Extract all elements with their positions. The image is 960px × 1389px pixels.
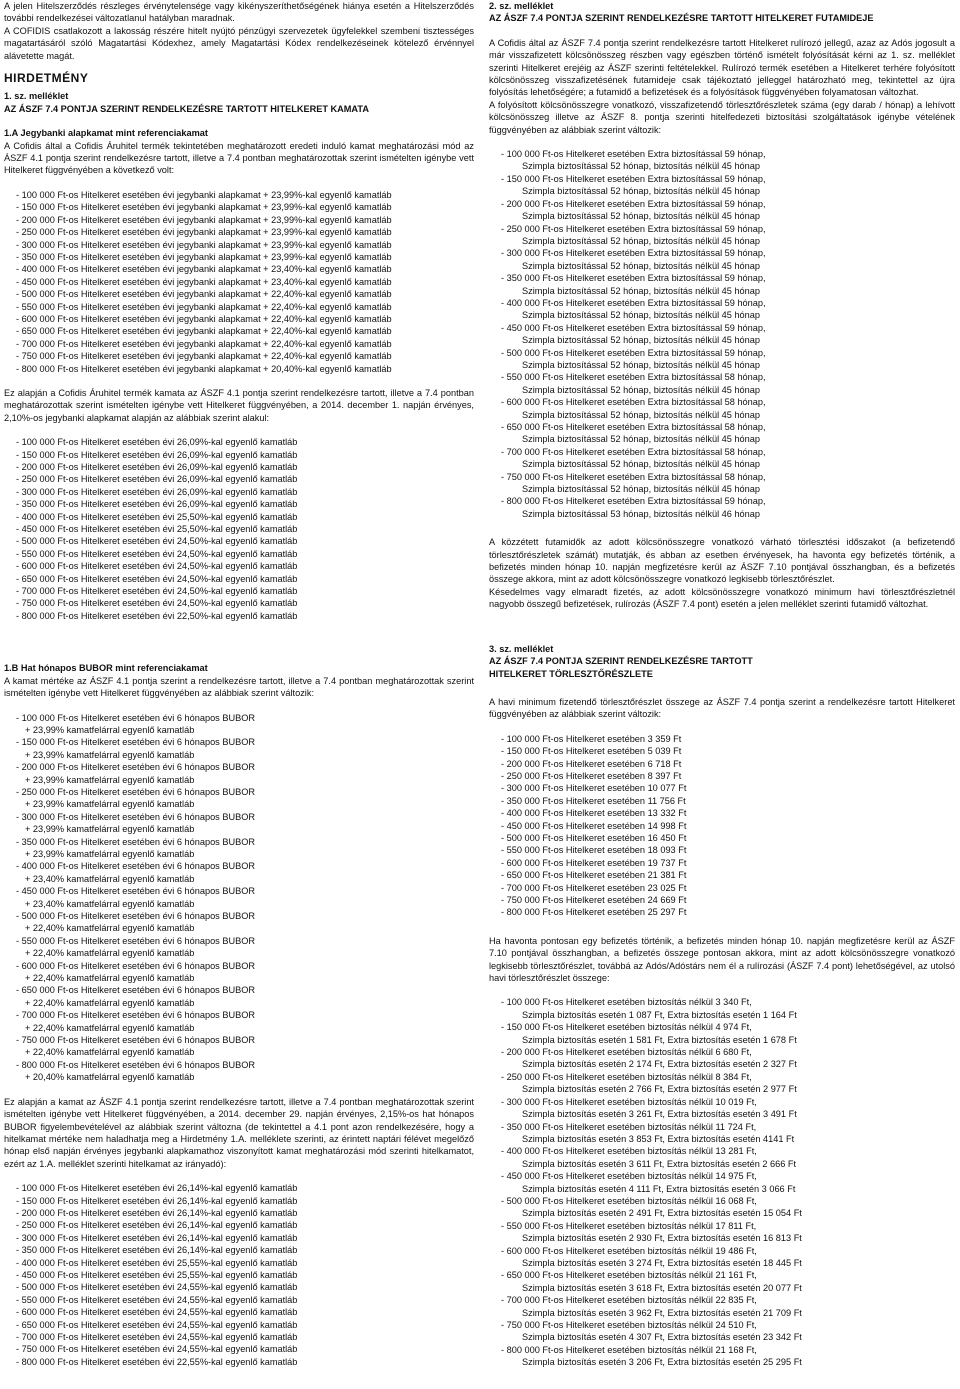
intro-paragraph-1: A jelen Hitelszerződés részleges érvénytelensége vagy kikényszeríthetőségének hiánya esetén a Hitelszerződés további rendelkezései változatlanul hatályban maradnak. bbox=[4, 1, 474, 24]
list-item-line-1: - 500 000 Ft-os Hitelkeret esetében évi 6 hónapos BUBOR bbox=[16, 911, 256, 921]
list-item: - 150 000 Ft-os Hitelkeret esetében évi 26,09%-kal egyenlő kamatláb bbox=[16, 449, 298, 460]
list-item bbox=[501, 1344, 955, 1369]
list-item: - 500 000 Ft-os Hitelkeret esetében évi 24,55%-kal egyenlő kamatláb bbox=[16, 1282, 298, 1293]
section-1a-rates-list bbox=[4, 436, 474, 622]
list-item bbox=[501, 446, 955, 471]
list-item-line-1: - 800 000 Ft-os Hitelkeret esetében biztosítás nélkül 21 168 Ft, bbox=[501, 1344, 757, 1355]
list-item: - 550 000 Ft-os Hitelkeret esetében 18 093 Ft bbox=[501, 845, 687, 856]
list-item-line-1: - 450 000 Ft-os Hitelkeret esetében Extra biztosítással 59 hónap, bbox=[501, 322, 766, 333]
annex3-title: 3. sz. melléklet bbox=[489, 643, 554, 654]
list-item-line-2: Szimpla biztosítás esetén 3 962 Ft, Extra biztosítás esetén 21 709 Ft bbox=[522, 1307, 802, 1318]
list-item-line-2: + 23,40% kamatfelárral egyenlő kamatláb bbox=[25, 873, 195, 884]
list-item-line-1: - 650 000 Ft-os Hitelkeret esetében évi 6 hónapos BUBOR bbox=[16, 985, 256, 996]
list-item: - 650 000 Ft-os Hitelkeret esetében évi jegybanki alapkamat + 22,40%-kal egyenlő kamatláb bbox=[16, 326, 392, 337]
section-1a-mid: Ez alapján a Cofidis Áruhitel termék kamata az ÁSZF 4.1 pontja szerint rendelkezésre tartott, illetve a 7.4 pontban meghatározottak szerint ismételten igénybe vett Hitelkeret függvényében, a 2014. december 1. napján érvényes, 2,10%-os jegybanki alapkamat alapján az alábbiak szerint alakul: bbox=[4, 387, 474, 423]
list-item-line-2: + 22,40% kamatfelárral egyenlő kamatláb bbox=[25, 948, 195, 959]
list-item: - 450 000 Ft-os Hitelkeret esetében évi jegybanki alapkamat + 23,40%-kal egyenlő kamatláb bbox=[16, 276, 392, 287]
list-item: - 250 000 Ft-os Hitelkeret esetében évi jegybanki alapkamat + 23,99%-kal egyenlő kamatláb bbox=[16, 227, 392, 238]
list-item: - 200 000 Ft-os Hitelkeret esetében 6 718 Ft bbox=[501, 758, 682, 769]
list-item bbox=[501, 223, 955, 248]
list-item: - 100 000 Ft-os Hitelkeret esetében évi 26,14%-kal egyenlő kamatláb bbox=[16, 1183, 298, 1194]
list-item-line-1: - 700 000 Ft-os Hitelkeret esetében Extra biztosítással 58 hónap, bbox=[501, 446, 766, 457]
list-item: - 800 000 Ft-os Hitelkeret esetében évi 22,50%-kal egyenlő kamatláb bbox=[16, 610, 298, 621]
list-item: - 250 000 Ft-os Hitelkeret esetében 8 397 Ft bbox=[501, 770, 682, 781]
list-item bbox=[16, 836, 474, 861]
list-item bbox=[501, 471, 955, 496]
list-item-line-2: + 23,40% kamatfelárral egyenlő kamatláb bbox=[25, 898, 195, 909]
list-item: - 100 000 Ft-os Hitelkeret esetében 3 359 Ft bbox=[501, 733, 682, 744]
list-item-line-1: - 400 000 Ft-os Hitelkeret esetében évi 6 hónapos BUBOR bbox=[16, 861, 256, 872]
list-item-line-2: Szimpla biztosítással 52 hónap, biztosítás nélkül 45 hónap bbox=[522, 235, 761, 246]
list-item bbox=[16, 984, 474, 1009]
list-item bbox=[501, 495, 955, 520]
section-1b-list bbox=[4, 712, 474, 1084]
list-item-line-2: + 23,99% kamatfelárral egyenlő kamatláb bbox=[25, 848, 195, 859]
list-item: - 800 000 Ft-os Hitelkeret esetében 25 297 Ft bbox=[501, 907, 687, 918]
list-item-line-2: Szimpla biztosítással 52 hónap, biztosítás nélkül 45 hónap bbox=[522, 211, 761, 222]
list-item bbox=[501, 1021, 955, 1046]
list-item-line-2: Szimpla biztosítás esetén 1 581 Ft, Extra biztosítás esetén 1 678 Ft bbox=[522, 1034, 797, 1045]
section-1a-list bbox=[4, 189, 474, 375]
list-item bbox=[16, 811, 474, 836]
list-item bbox=[501, 996, 955, 1021]
list-item-line-2: + 23,99% kamatfelárral egyenlő kamatláb bbox=[25, 824, 195, 835]
list-item-line-2: + 23,99% kamatfelárral egyenlő kamatláb bbox=[25, 799, 195, 810]
list-item-line-2: + 23,99% kamatfelárral egyenlő kamatláb bbox=[25, 724, 195, 735]
section-1b-rates-list bbox=[4, 1182, 474, 1368]
list-item bbox=[16, 712, 474, 737]
list-item-line-1: - 550 000 Ft-os Hitelkeret esetében Extra biztosítással 58 hónap, bbox=[501, 372, 766, 383]
list-item: - 300 000 Ft-os Hitelkeret esetében évi 26,14%-kal egyenlő kamatláb bbox=[16, 1232, 298, 1243]
list-item bbox=[501, 173, 955, 198]
annex2-intro-2: A folyósított kölcsönösszegre vonatkozó, visszafizetendő törlesztőrészletek száma (egy darab / hónap) a lehívott kölcsönösszeg illetve az ÁSZF 8. pontja szerinti hitelfedezeti biztosítási szolgáltatások igénybe vételének függvényében az alábbiak szerint változik: bbox=[489, 99, 955, 135]
list-item-line-2: Szimpla biztosítással 53 hónap, biztosítás nélkül 46 hónap bbox=[522, 508, 761, 519]
section-1b-title: 1.B Hat hónapos BUBOR mint referenciakamat bbox=[4, 663, 208, 674]
list-item-line-2: Szimpla biztosítással 52 hónap, biztosítás nélkül 45 hónap bbox=[522, 161, 761, 172]
list-item-line-1: - 200 000 Ft-os Hitelkeret esetében évi 6 hónapos BUBOR bbox=[16, 762, 256, 773]
list-item: - 600 000 Ft-os Hitelkeret esetében évi 24,55%-kal egyenlő kamatláb bbox=[16, 1307, 298, 1318]
list-item-line-2: Szimpla biztosítás esetén 3 274 Ft, Extra biztosítás esetén 18 445 Ft bbox=[522, 1257, 802, 1268]
left-column bbox=[4, 0, 474, 1368]
list-item-line-2: Szimpla biztosítással 52 hónap, biztosítás nélkül 45 hónap bbox=[522, 409, 761, 420]
list-item: - 500 000 Ft-os Hitelkeret esetében évi 24,50%-kal egyenlő kamatláb bbox=[16, 536, 298, 547]
list-item-line-2: Szimpla biztosítással 52 hónap, biztosítás nélkül 45 hónap bbox=[522, 384, 761, 395]
list-item-line-1: - 150 000 Ft-os Hitelkeret esetében biztosítás nélkül 4 974 Ft, bbox=[501, 1022, 752, 1033]
list-item-line-1: - 800 000 Ft-os Hitelkeret esetében évi 6 hónapos BUBOR bbox=[16, 1059, 256, 1070]
list-item: - 600 000 Ft-os Hitelkeret esetében évi 24,50%-kal egyenlő kamatláb bbox=[16, 561, 298, 572]
list-item bbox=[501, 1269, 955, 1294]
list-item bbox=[501, 1319, 955, 1344]
list-item: - 250 000 Ft-os Hitelkeret esetében évi 26,09%-kal egyenlő kamatláb bbox=[16, 474, 298, 485]
annex2-subtitle: AZ ÁSZF 7.4 PONTJA SZERINT RENDELKEZÉSRE TARTOTT HITELKERET FUTAMIDEJE bbox=[489, 13, 874, 24]
list-item: - 700 000 Ft-os Hitelkeret esetében évi 24,55%-kal egyenlő kamatláb bbox=[16, 1332, 298, 1342]
list-item: - 200 000 Ft-os Hitelkeret esetében évi 26,09%-kal egyenlő kamatláb bbox=[16, 462, 298, 472]
list-item bbox=[501, 198, 955, 223]
list-item: - 400 000 Ft-os Hitelkeret esetében évi 25,55%-kal egyenlő kamatláb bbox=[16, 1257, 298, 1268]
list-item-line-2: Szimpla biztosítás esetén 2 766 Ft, Extra biztosítás esetén 2 977 Ft bbox=[522, 1084, 797, 1095]
annex3-last-installment-list bbox=[489, 996, 955, 1368]
list-item bbox=[501, 396, 955, 421]
list-item bbox=[501, 272, 955, 297]
annex3-paragraph: Ha havonta pontosan egy befizetés történik, a befizetés minden hónap 10. napján megfizetésre kerül az ÁSZF 7.10 pontjával összhangban, a befizetés összege pontosan akkora, mint az adott kölcsönösszegre vonatkozó legkisebb törlesztőrészlet, továbbá az Adós/Adóstárs nem él a rulírozási (ÁSZF 7.4 pont) lehetőségével, az utolsó havi törlesztőrészlet összege: bbox=[489, 935, 955, 984]
list-item-line-1: - 750 000 Ft-os Hitelkeret esetében évi 6 hónapos BUBOR bbox=[16, 1035, 256, 1046]
section-1b-mid: Ez alapján a kamat az ÁSZF 4.1 pontja szerint rendelkezésre tartott, illetve a 7.4 pontban meghatározottak szerint ismételten igénybe vett Hitelkeret függvényében, a 2014. december 29. napján érvényes, 2,15%-os hat hónapos BUBOR figyelembevételével az alábbiak szerint változna (de tekintettel a 4.1 pont azon rendelkezésére, hogy a hitelkamat mértéke nem haladhatja meg a Hirdetmény 1.A. melléklete szerinti, az érintett naptári félévet megelőző hónap első napján érvényes jegybanki alapkamathoz viszonyított kamat meghatározási mód szerinti hitelkamatot, ezért az 1.A. melléklet szerinti hitelkamat az irányadó): bbox=[4, 1096, 474, 1169]
list-item: - 450 000 Ft-os Hitelkeret esetében évi 25,55%-kal egyenlő kamatláb bbox=[16, 1269, 298, 1280]
list-item-line-2: Szimpla biztosítás esetén 2 491 Ft, Extra biztosítás esetén 15 054 Ft bbox=[522, 1208, 802, 1219]
list-item-line-1: - 100 000 Ft-os Hitelkeret esetében biztosítás nélkül 3 340 Ft, bbox=[501, 997, 752, 1008]
list-item-line-1: - 100 000 Ft-os Hitelkeret esetében Extra biztosítással 59 hónap, bbox=[501, 149, 766, 160]
list-item bbox=[16, 935, 474, 960]
list-item: - 750 000 Ft-os Hitelkeret esetében 24 669 Ft bbox=[501, 895, 687, 905]
list-item-line-1: - 350 000 Ft-os Hitelkeret esetében évi 6 hónapos BUBOR bbox=[16, 836, 256, 847]
list-item bbox=[16, 885, 474, 910]
list-item-line-2: + 22,40% kamatfelárral egyenlő kamatláb bbox=[25, 1047, 195, 1058]
list-item-line-1: - 600 000 Ft-os Hitelkeret esetében évi 6 hónapos BUBOR bbox=[16, 960, 256, 971]
list-item-line-2: Szimpla biztosítás esetén 4 307 Ft, Extra biztosítás esetén 23 342 Ft bbox=[522, 1332, 802, 1343]
list-item: - 600 000 Ft-os Hitelkeret esetében 19 737 Ft bbox=[501, 857, 687, 868]
list-item bbox=[501, 1071, 955, 1096]
intro-paragraph-2: A COFIDIS csatlakozott a lakosság részére hitelt nyújtó pénzügyi szervezetek ügyfelekkel szembeni tisztességes magatartásáról szóló Magatartási Kódexhez, amely Magatartási Kódex rendelkezéseinek kötelező érvénnyel alávetette magát. bbox=[4, 25, 474, 61]
list-item: - 350 000 Ft-os Hitelkeret esetében évi 26,09%-kal egyenlő kamatláb bbox=[16, 499, 298, 510]
list-item: - 450 000 Ft-os Hitelkeret esetében 14 998 Ft bbox=[501, 820, 687, 831]
list-item-line-2: Szimpla biztosítás esetén 3 206 Ft, Extra biztosítás esetén 25 295 Ft bbox=[522, 1357, 802, 1368]
list-item-line-1: - 300 000 Ft-os Hitelkeret esetében biztosítás nélkül 10 019 Ft, bbox=[501, 1096, 757, 1107]
list-item: - 450 000 Ft-os Hitelkeret esetében évi 25,50%-kal egyenlő kamatláb bbox=[16, 524, 298, 535]
list-item-line-1: - 150 000 Ft-os Hitelkeret esetében évi 6 hónapos BUBOR bbox=[16, 737, 256, 748]
list-item bbox=[501, 1121, 955, 1146]
list-item: - 600 000 Ft-os Hitelkeret esetében évi jegybanki alapkamat + 22,40%-kal egyenlő kamatláb bbox=[16, 313, 392, 324]
list-item-line-1: - 650 000 Ft-os Hitelkeret esetében Extra biztosítással 58 hónap, bbox=[501, 422, 766, 432]
list-item: - 700 000 Ft-os Hitelkeret esetében 23 025 Ft bbox=[501, 882, 687, 893]
list-item bbox=[16, 860, 474, 885]
list-item-line-2: Szimpla biztosítással 52 hónap, biztosítás nélkül 45 hónap bbox=[522, 260, 761, 271]
list-item bbox=[501, 1195, 955, 1220]
list-item: - 650 000 Ft-os Hitelkeret esetében évi 24,50%-kal egyenlő kamatláb bbox=[16, 573, 298, 584]
list-item: - 750 000 Ft-os Hitelkeret esetében évi 24,55%-kal egyenlő kamatláb bbox=[16, 1344, 298, 1355]
list-item-line-1: - 150 000 Ft-os Hitelkeret esetében Extra biztosítással 59 hónap, bbox=[501, 173, 766, 184]
list-item: - 250 000 Ft-os Hitelkeret esetében évi 26,14%-kal egyenlő kamatláb bbox=[16, 1220, 298, 1231]
list-item bbox=[501, 421, 955, 446]
list-item-line-1: - 700 000 Ft-os Hitelkeret esetében biztosítás nélkül 22 835 Ft, bbox=[501, 1295, 757, 1306]
list-item-line-1: - 750 000 Ft-os Hitelkeret esetében biztosítás nélkül 24 510 Ft, bbox=[501, 1320, 757, 1330]
annex2-paragraph-2: Késedelmes vagy elmaradt fizetés, az adott kölcsönösszegre vonatkozó minimum havi törlesztőrészletnél nagyobb összegű befizetések, rulírozás (ÁSZF 7.4 pont) esetén a jelen melléklet szerinti futamidő változhat. bbox=[489, 586, 955, 610]
list-item-line-1: - 200 000 Ft-os Hitelkeret esetében biztosítás nélkül 6 680 Ft, bbox=[501, 1047, 752, 1058]
list-item bbox=[501, 1096, 955, 1121]
annex3-subtitle-2: HITELKERET TÖRLESZTŐRÉSZLETE bbox=[489, 668, 653, 679]
list-item-line-2: Szimpla biztosítással 52 hónap, biztosítás nélkül 45 hónap bbox=[522, 285, 761, 296]
list-item bbox=[16, 1034, 474, 1059]
list-item: - 100 000 Ft-os Hitelkeret esetében évi 26,09%-kal egyenlő kamatláb bbox=[16, 437, 298, 448]
list-item bbox=[501, 1145, 955, 1170]
section-1a-title: 1.A Jegybanki alapkamat mint referenciakamat bbox=[4, 128, 208, 139]
list-item-line-2: + 22,40% kamatfelárral egyenlő kamatláb bbox=[25, 973, 195, 984]
list-item-line-1: - 250 000 Ft-os Hitelkeret esetében évi 6 hónapos BUBOR bbox=[16, 786, 256, 797]
list-item bbox=[501, 1220, 955, 1245]
list-item-line-1: - 500 000 Ft-os Hitelkeret esetében Extra biztosítással 59 hónap, bbox=[501, 347, 766, 358]
right-column bbox=[489, 0, 955, 1369]
list-item-line-1: - 250 000 Ft-os Hitelkeret esetében Extra biztosítással 59 hónap, bbox=[501, 223, 766, 234]
list-item-line-1: - 550 000 Ft-os Hitelkeret esetében évi 6 hónapos BUBOR bbox=[16, 935, 256, 946]
list-item-line-1: - 600 000 Ft-os Hitelkeret esetében biztosítás nélkül 19 486 Ft, bbox=[501, 1245, 757, 1256]
list-item-line-1: - 450 000 Ft-os Hitelkeret esetében biztosítás nélkül 14 975 Ft, bbox=[501, 1171, 757, 1182]
list-item: - 300 000 Ft-os Hitelkeret esetében 10 077 Ft bbox=[501, 783, 687, 794]
list-item: - 700 000 Ft-os Hitelkeret esetében évi 24,50%-kal egyenlő kamatláb bbox=[16, 586, 298, 597]
list-item-line-2: Szimpla biztosítással 52 hónap, biztosítás nélkül 45 hónap bbox=[522, 335, 761, 346]
list-item-line-2: Szimpla biztosítás esetén 3 618 Ft, Extra biztosítás esetén 20 077 Ft bbox=[522, 1282, 802, 1293]
list-item bbox=[501, 371, 955, 396]
annex1-title: 1. sz. melléklet bbox=[4, 91, 69, 102]
annex2-paragraph-1: A közzétett futamidők az adott kölcsönösszegre vonatkozó várható törlesztési időszakot (a befizetendő törlesztőrészletek számát) mutatják, és abban az esetben érvényesek, ha havonta egy befizetés történik, a befizetés minden hónap 10. napján megfizetésre kerül az ÁSZF 7.10 pontjával összhangban, és a befizetés összege akkora, mint az adott kölcsönösszegre vonatkozó legkisebb törlesztőrészlet. bbox=[489, 537, 955, 585]
list-item-line-2: Szimpla biztosítás esetén 1 087 Ft, Extra biztosítás esetén 1 164 Ft bbox=[522, 1009, 797, 1020]
list-item bbox=[501, 1294, 955, 1319]
list-item-line-1: - 800 000 Ft-os Hitelkeret esetében Extra biztosítással 59 hónap, bbox=[501, 496, 766, 507]
list-item: - 350 000 Ft-os Hitelkeret esetében 11 756 Ft bbox=[501, 795, 686, 806]
list-item-line-2: + 22,40% kamatfelárral egyenlő kamatláb bbox=[25, 923, 195, 934]
list-item bbox=[16, 761, 474, 786]
list-item-line-2: Szimpla biztosítás esetén 2 174 Ft, Extra biztosítás esetén 2 327 Ft bbox=[522, 1059, 797, 1070]
list-item-line-2: Szimpla biztosítás esetén 2 930 Ft, Extra biztosítás esetén 16 813 Ft bbox=[522, 1233, 802, 1244]
list-item-line-1: - 400 000 Ft-os Hitelkeret esetében biztosítás nélkül 13 281 Ft, bbox=[501, 1146, 757, 1157]
list-item: - 650 000 Ft-os Hitelkeret esetében 21 381 Ft bbox=[501, 870, 687, 881]
list-item: - 350 000 Ft-os Hitelkeret esetében évi jegybanki alapkamat + 23,99%-kal egyenlő kamatláb bbox=[16, 251, 392, 262]
list-item-line-2: + 22,40% kamatfelárral egyenlő kamatláb bbox=[25, 1022, 195, 1033]
list-item: - 150 000 Ft-os Hitelkeret esetében évi 26,14%-kal egyenlő kamatláb bbox=[16, 1195, 298, 1206]
annex2-term-list bbox=[489, 148, 955, 520]
list-item bbox=[16, 736, 474, 761]
list-item-line-2: Szimpla biztosítással 52 hónap, biztosítás nélkül 45 hónap bbox=[522, 484, 761, 495]
list-item-line-1: - 400 000 Ft-os Hitelkeret esetében Extra biztosítással 59 hónap, bbox=[501, 297, 766, 308]
list-item: - 300 000 Ft-os Hitelkeret esetében évi jegybanki alapkamat + 23,99%-kal egyenlő kamatláb bbox=[16, 239, 392, 250]
list-item bbox=[501, 1245, 955, 1270]
list-item-line-2: Szimpla biztosítással 52 hónap, biztosítás nélkül 45 hónap bbox=[522, 310, 761, 321]
list-item-line-1: - 650 000 Ft-os Hitelkeret esetében biztosítás nélkül 21 161 Ft, bbox=[501, 1270, 757, 1281]
page-heading: HIRDETMÉNY bbox=[4, 71, 89, 86]
list-item bbox=[16, 910, 474, 935]
list-item-line-1: - 100 000 Ft-os Hitelkeret esetében évi 6 hónapos BUBOR bbox=[16, 712, 256, 723]
list-item: - 750 000 Ft-os Hitelkeret esetében évi 24,50%-kal egyenlő kamatláb bbox=[16, 598, 298, 609]
list-item bbox=[16, 786, 474, 811]
list-item bbox=[501, 347, 955, 372]
list-item bbox=[16, 960, 474, 985]
list-item-line-1: - 200 000 Ft-os Hitelkeret esetében Extra biztosítással 59 hónap, bbox=[501, 198, 766, 209]
list-item-line-2: Szimpla biztosítással 52 hónap, biztosítás nélkül 45 hónap bbox=[522, 186, 761, 197]
list-item-line-1: - 500 000 Ft-os Hitelkeret esetében biztosítás nélkül 16 068 Ft, bbox=[501, 1195, 757, 1206]
list-item: - 200 000 Ft-os Hitelkeret esetében évi 26,14%-kal egyenlő kamatláb bbox=[16, 1207, 298, 1218]
list-item-line-2: Szimpla biztosítással 52 hónap, biztosítás nélkül 45 hónap bbox=[522, 359, 761, 370]
list-item-line-2: + 23,99% kamatfelárral egyenlő kamatláb bbox=[25, 774, 195, 785]
annex3-subtitle-1: AZ ÁSZF 7.4 PONTJA SZERINT RENDELKEZÉSRE TARTOTT bbox=[489, 656, 753, 667]
list-item-line-2: + 23,99% kamatfelárral egyenlő kamatláb bbox=[25, 749, 195, 760]
list-item bbox=[501, 148, 955, 173]
list-item-line-1: - 700 000 Ft-os Hitelkeret esetében évi 6 hónapos BUBOR bbox=[16, 1010, 256, 1021]
annex2-intro: A Cofidis által az ÁSZF 7.4 pontja szerint rendelkezésre tartott Hitelkeret rulírozó jellegű, azaz az Adós jogosult a már visszafizetett kölcsönösszeg részben vagy egészben történő ismételt folyósítását kérni az 1. sz. melléklet szerinti Hitelkeret erejéig az ÁSZF szerinti feltételekkel. Rulírozó termék esetében a Hitelkeret terhére folyósított kölcsönösszeg visszafizetésének futamideje csak tájékoztató jelleggel határozható meg, tekintettel az újra folyósítás lehetőségére; a futamidő a befizetések és a folyósítások függvényében folyamatosan változhat. bbox=[489, 37, 955, 98]
list-item: - 550 000 Ft-os Hitelkeret esetében évi 24,55%-kal egyenlő kamatláb bbox=[16, 1294, 298, 1305]
annex2-title: 2. sz. melléklet bbox=[489, 1, 554, 11]
list-item: - 650 000 Ft-os Hitelkeret esetében évi 24,55%-kal egyenlő kamatláb bbox=[16, 1319, 298, 1330]
list-item-line-2: Szimpla biztosítással 52 hónap, biztosítás nélkül 45 hónap bbox=[522, 434, 761, 445]
list-item: - 550 000 Ft-os Hitelkeret esetében évi 24,50%-kal egyenlő kamatláb bbox=[16, 548, 298, 559]
list-item: - 150 000 Ft-os Hitelkeret esetében 5 039 Ft bbox=[501, 746, 682, 757]
list-item-line-1: - 750 000 Ft-os Hitelkeret esetében Extra biztosítással 58 hónap, bbox=[501, 471, 766, 482]
list-item: - 400 000 Ft-os Hitelkeret esetében 13 332 Ft bbox=[501, 808, 687, 819]
list-item: - 500 000 Ft-os Hitelkeret esetében évi jegybanki alapkamat + 22,40%-kal egyenlő kamatláb bbox=[16, 289, 392, 300]
list-item: - 400 000 Ft-os Hitelkeret esetében évi 25,50%-kal egyenlő kamatláb bbox=[16, 511, 298, 522]
list-item: - 150 000 Ft-os Hitelkeret esetében évi jegybanki alapkamat + 23,99%-kal egyenlő kamatláb bbox=[16, 202, 392, 213]
list-item-line-2: Szimpla biztosítás esetén 4 111 Ft, Extra biztosítás esetén 3 066 Ft bbox=[522, 1183, 796, 1194]
list-item-line-1: - 250 000 Ft-os Hitelkeret esetében biztosítás nélkül 8 384 Ft, bbox=[501, 1071, 752, 1082]
list-item bbox=[501, 247, 955, 272]
list-item-line-1: - 300 000 Ft-os Hitelkeret esetében Extra biztosítással 59 hónap, bbox=[501, 248, 766, 259]
annex1-subtitle: AZ ÁSZF 7.4 PONTJA SZERINT RENDELKEZÉSRE TARTOTT HITELKERET KAMATA bbox=[4, 103, 369, 114]
list-item-line-2: Szimpla biztosítás esetén 3 853 Ft, Extra biztosítás esetén 4141 Ft bbox=[522, 1133, 795, 1144]
list-item-line-1: - 600 000 Ft-os Hitelkeret esetében Extra biztosítással 58 hónap, bbox=[501, 397, 766, 408]
list-item: - 800 000 Ft-os Hitelkeret esetében évi 22,55%-kal egyenlő kamatláb bbox=[16, 1356, 298, 1367]
annex3-intro: A havi minimum fizetendő törlesztőrészlet összege az ÁSZF 7.4 pontja szerint a rendelkezésre tartott Hitelkeret függvényében az alábbiak szerint változik: bbox=[489, 696, 955, 720]
list-item-line-1: - 350 000 Ft-os Hitelkeret esetében biztosítás nélkül 11 724 Ft, bbox=[501, 1121, 757, 1132]
annex3-installment-list bbox=[489, 733, 955, 919]
list-item-line-2: Szimpla biztosítással 52 hónap, biztosítás nélkül 45 hónap bbox=[522, 459, 761, 470]
list-item bbox=[501, 322, 955, 347]
list-item bbox=[16, 1059, 474, 1084]
list-item: - 550 000 Ft-os Hitelkeret esetében évi jegybanki alapkamat + 22,40%-kal egyenlő kamatláb bbox=[16, 301, 392, 312]
list-item-line-2: + 22,40% kamatfelárral egyenlő kamatláb bbox=[25, 997, 195, 1008]
list-item bbox=[501, 297, 955, 322]
list-item: - 100 000 Ft-os Hitelkeret esetében évi jegybanki alapkamat + 23,99%-kal egyenlő kamatláb bbox=[16, 189, 392, 200]
list-item: - 700 000 Ft-os Hitelkeret esetében évi jegybanki alapkamat + 22,40%-kal egyenlő kamatláb bbox=[16, 338, 392, 349]
list-item-line-1: - 300 000 Ft-os Hitelkeret esetében évi 6 hónapos BUBOR bbox=[16, 811, 256, 822]
list-item-line-2: + 20,40% kamatfelárral egyenlő kamatláb bbox=[25, 1072, 195, 1083]
section-1a-intro: A Cofidis által a Cofidis Áruhitel termék tekintetében meghatározott eredeti induló kamat meghatározási mód az ÁSZF 4.1 pontja szerint rendelkezésre tartott, illetve a 7.4 pontban meghatározottak szerint ismételten igénybe vett Hitelkeret függvényében a következő volt: bbox=[4, 140, 474, 176]
list-item: - 350 000 Ft-os Hitelkeret esetében évi 26,14%-kal egyenlő kamatláb bbox=[16, 1245, 298, 1256]
list-item: - 750 000 Ft-os Hitelkeret esetében évi jegybanki alapkamat + 22,40%-kal egyenlő kamatláb bbox=[16, 351, 392, 362]
list-item bbox=[16, 1009, 474, 1034]
list-item: - 300 000 Ft-os Hitelkeret esetében évi 26,09%-kal egyenlő kamatláb bbox=[16, 486, 298, 497]
section-1b-intro: A kamat mértéke az ÁSZF 4.1 pontja szerint a rendelkezésre tartott, illetve a 7.4 pontban meghatározottak szerint ismételten igénybe vett Hitelkeret függvényében az alábbiak szerint változik: bbox=[4, 675, 474, 699]
list-item: - 200 000 Ft-os Hitelkeret esetében évi jegybanki alapkamat + 23,99%-kal egyenlő kamatláb bbox=[16, 214, 392, 225]
list-item-line-1: - 450 000 Ft-os Hitelkeret esetében évi 6 hónapos BUBOR bbox=[16, 886, 256, 897]
list-item bbox=[501, 1170, 955, 1195]
list-item: - 400 000 Ft-os Hitelkeret esetében évi jegybanki alapkamat + 23,40%-kal egyenlő kamatláb bbox=[16, 264, 392, 275]
list-item: - 500 000 Ft-os Hitelkeret esetében 16 450 Ft bbox=[501, 832, 687, 843]
list-item-line-2: Szimpla biztosítás esetén 3 611 Ft, Extra biztosítás esetén 2 666 Ft bbox=[522, 1158, 797, 1169]
list-item: - 800 000 Ft-os Hitelkeret esetében évi jegybanki alapkamat + 20,40%-kal egyenlő kamatláb bbox=[16, 363, 392, 374]
list-item-line-2: Szimpla biztosítás esetén 3 261 Ft, Extra biztosítás esetén 3 491 Ft bbox=[522, 1109, 797, 1120]
list-item bbox=[501, 1046, 955, 1071]
list-item-line-1: - 550 000 Ft-os Hitelkeret esetében biztosítás nélkül 17 811 Ft, bbox=[501, 1220, 757, 1231]
list-item-line-1: - 350 000 Ft-os Hitelkeret esetében Extra biztosítással 59 hónap, bbox=[501, 273, 766, 284]
